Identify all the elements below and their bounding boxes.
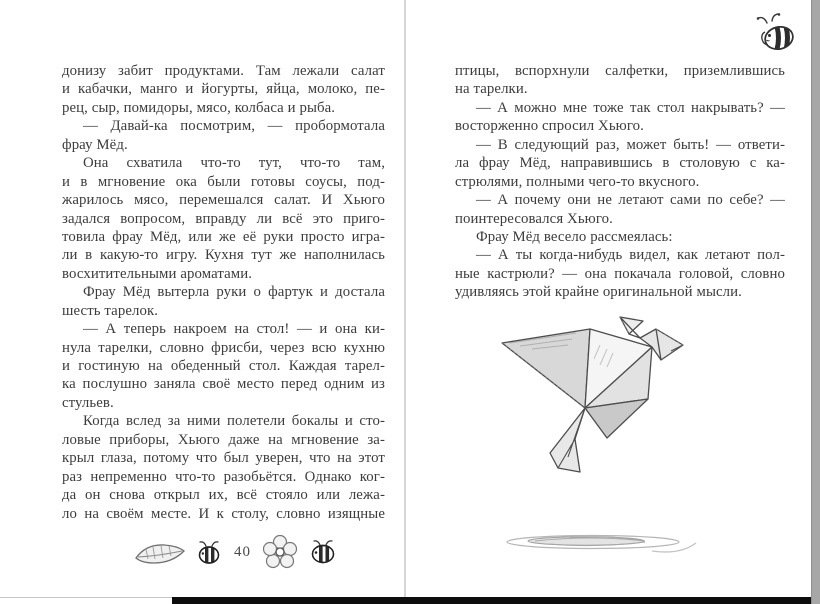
- paragraph: [455, 99, 785, 136]
- text-line: стульев.: [62, 394, 114, 411]
- reading-progress-bar[interactable]: [172, 597, 811, 604]
- text-line: восторженно спросил Хьюго.: [455, 118, 644, 135]
- left-page-text: [62, 62, 385, 523]
- paragraph: [62, 117, 385, 154]
- text-line: Она схватила что-то тут, что-то там,: [83, 155, 385, 172]
- text-line: ло на своём месте. И к столу, словно изящные: [62, 505, 385, 522]
- text-line: рец, сыр, помидоры, мясо, колбаса и рыба.: [62, 99, 336, 116]
- text-line: на тарелки.: [455, 81, 528, 98]
- text-line: поинтересовался Хьюго.: [455, 210, 613, 227]
- paragraph: [62, 62, 385, 117]
- right-page-text: [455, 62, 785, 302]
- text-line: донизу забит продуктами. Там лежали салат: [62, 63, 385, 79]
- paragraph: [455, 191, 785, 228]
- text-line: Когда вслед за ними полетели бокалы и сто-: [83, 413, 385, 430]
- text-line: и кабачки, манго и йогурты, яйца, молоко, пе-: [62, 81, 385, 98]
- bee-icon: [196, 538, 222, 566]
- text-line: — Давай-ка посмотрим, — пробормотала: [83, 118, 385, 135]
- bottom-hairline: [0, 597, 172, 598]
- text-line: стрюлями, полными чего-то вкусного.: [455, 173, 700, 190]
- text-line: нула тарелки, словно фрисби, через всю кухню: [62, 339, 385, 356]
- text-line: и в мгновение ока были готовы соусы, под-: [62, 173, 385, 190]
- bee-icon: [752, 11, 798, 57]
- text-line: ные кастрюли? — она покачала головой, словно: [455, 265, 785, 282]
- text-line: ла фрау Мёд, направившись в столовую с ка-: [455, 155, 785, 172]
- text-line: раз непременно что-то разобьётся. Однако ког-: [62, 468, 385, 485]
- text-line: — А ты когда-нибудь видел, как летают пол-: [476, 247, 785, 264]
- text-line: задался вопросом, вправду ли всё это приго-: [62, 210, 385, 227]
- paragraph: [62, 154, 385, 283]
- text-line: шесть тарелок.: [62, 302, 159, 319]
- page-divider: [404, 0, 406, 597]
- paragraph: [62, 283, 385, 320]
- text-line: Фрау Мёд вытерла руки о фартук и достала: [83, 284, 385, 301]
- text-line: удивляясь этой крайне оригинальной мысли.: [455, 284, 742, 301]
- paragraph: [455, 246, 785, 301]
- scrollbar[interactable]: [811, 0, 820, 604]
- paragraph: [62, 412, 385, 523]
- paragraph: [455, 62, 785, 99]
- bee-icon: [309, 539, 337, 565]
- text-line: да он снова открыл их, всё стояло или лежа-: [62, 487, 385, 504]
- page-number: 40: [234, 543, 251, 560]
- text-line: Фрау Мёд весело рассмеялась:: [476, 228, 673, 245]
- leaf-icon: [134, 536, 186, 568]
- text-line: ка послушно заняла своё место перед одним из: [62, 376, 385, 393]
- text-line: и гостиную на обеденный стол. Каждая тарел-: [62, 358, 385, 374]
- origami-bird-illustration: [480, 305, 780, 555]
- text-line: птицы, вспорхнули салфетки, приземлившись: [455, 63, 785, 79]
- text-line: ловые приборы, Хьюго даже на мгновение за-: [62, 431, 385, 448]
- text-line: ли в какую-то игру. Кухня тут же наполнилась: [62, 247, 385, 264]
- text-line: — А почему они не летают сами по себе? —: [476, 192, 785, 209]
- text-line: — А можно мне тоже так стол накрывать? —: [476, 99, 785, 116]
- text-line: восхитительными ароматами.: [62, 265, 253, 282]
- text-line: товила фрау Мёд, или же её руки просто игра-: [62, 228, 385, 245]
- text-line: фрау Мёд.: [62, 136, 128, 153]
- text-line: — А теперь накроем на стол! — и она ки-: [83, 321, 385, 338]
- paragraph: [62, 320, 385, 412]
- text-line: жарилось мясо, перемешался салат. И Хьюго: [62, 192, 385, 209]
- text-line: — В следующий раз, может быть! — ответи-: [476, 136, 785, 153]
- left-page-footer: [134, 533, 337, 571]
- paragraph: [455, 136, 785, 191]
- text-line: крыл глаза, потому что был уверен, что на этот: [62, 450, 385, 467]
- paragraph: [455, 228, 785, 246]
- flower-icon: [263, 534, 299, 570]
- bird-shadow: [507, 536, 696, 553]
